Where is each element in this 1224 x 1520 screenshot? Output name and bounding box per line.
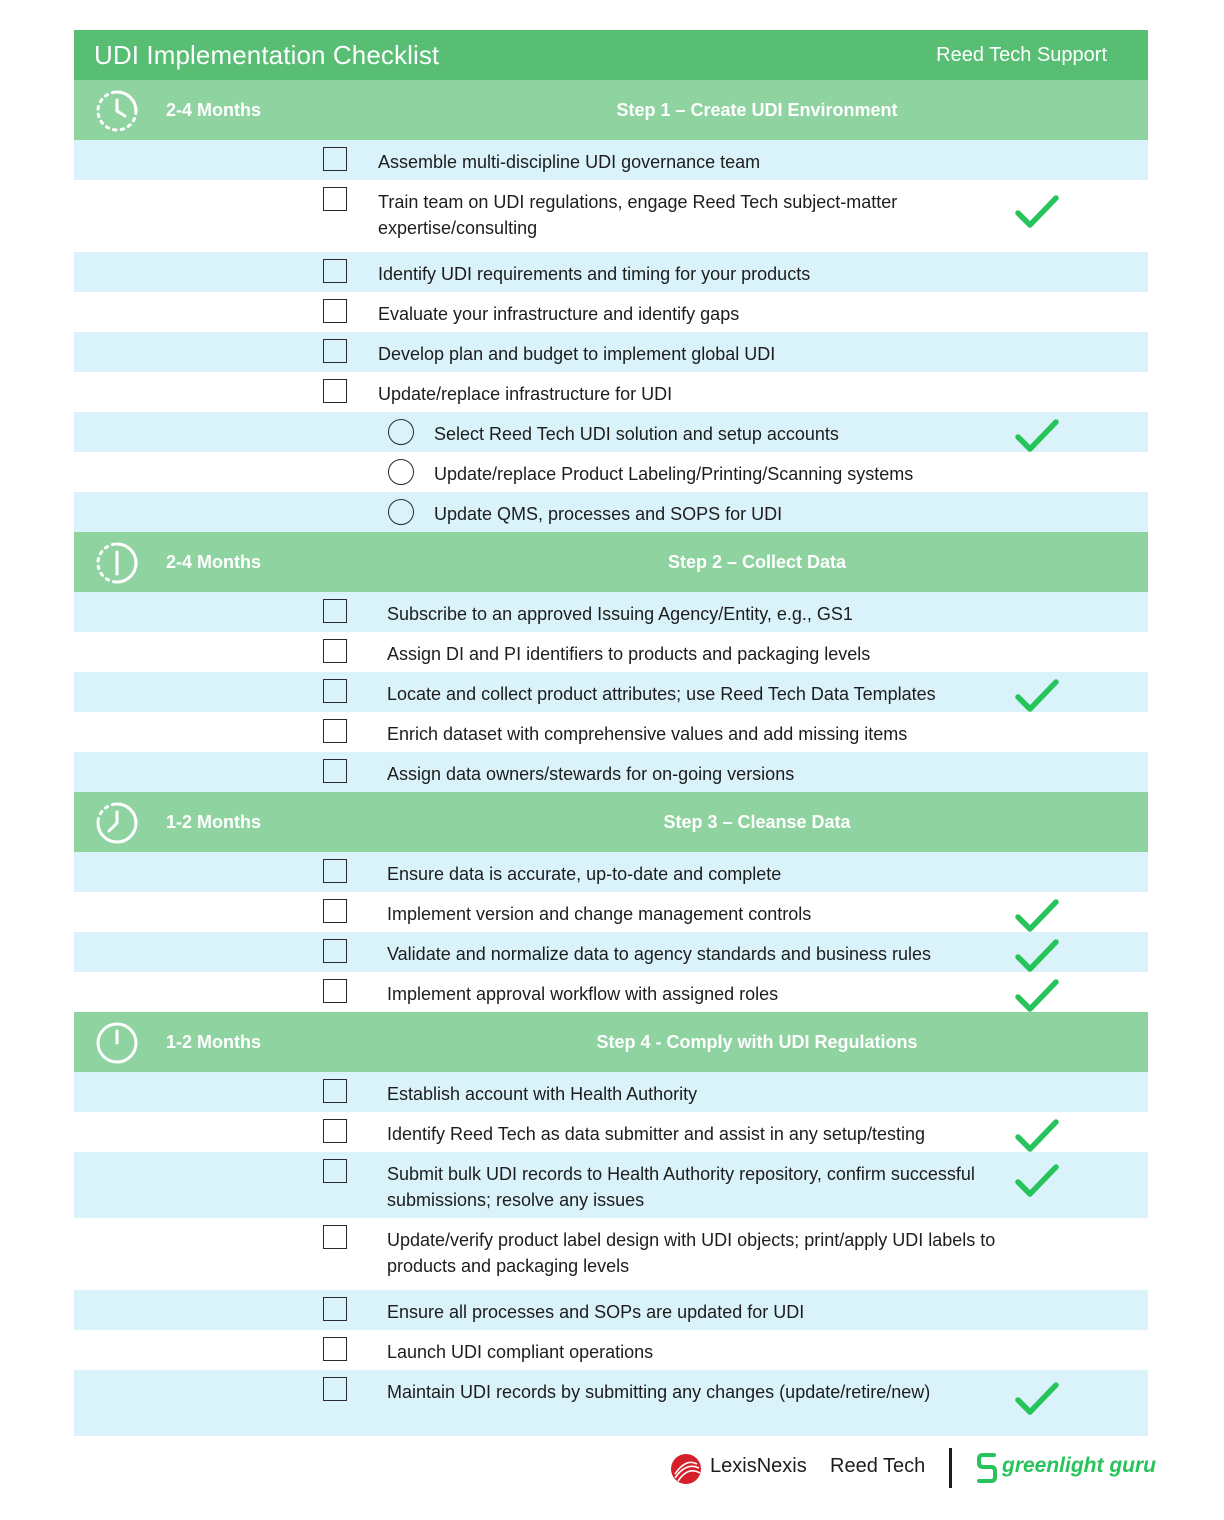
page-title: UDI Implementation Checklist (94, 39, 440, 70)
item-label: Subscribe to an approved Issuing Agency/Entity, e.g., GS1 (387, 604, 853, 624)
lexisnexis-wordmark: LexisNexis (710, 1455, 807, 1477)
checkmark-icon (1015, 678, 1059, 714)
checkbox[interactable] (323, 187, 347, 211)
checklist-row (74, 632, 1148, 672)
item-label: Assign data owners/stewards for on-going versions (387, 764, 795, 784)
checklist-row (74, 180, 1148, 252)
checklist-row (74, 672, 1148, 712)
item-label: Assign DI and PI identifiers to products and packaging levels (387, 644, 871, 664)
checklist-row (74, 492, 1148, 532)
checkbox[interactable] (323, 1377, 347, 1401)
checklist-row (74, 1290, 1148, 1330)
checklist-document (74, 30, 1148, 1436)
item-label: Locate and collect product attributes; use Reed Tech Data Templates (387, 684, 936, 704)
checklist-row (74, 1330, 1148, 1370)
step-header-3 (74, 792, 1148, 852)
step-header-4 (74, 1012, 1148, 1072)
support-label: Reed Tech Support (936, 43, 1107, 66)
item-label: Identify Reed Tech as data submitter and assist in any setup/testing (387, 1124, 925, 1144)
radio-circle[interactable] (388, 499, 414, 525)
checklist-row (74, 752, 1148, 792)
step-duration: 2-4 Months (166, 100, 262, 120)
item-label: Launch UDI compliant operations (387, 1342, 654, 1362)
radio-circle[interactable] (388, 419, 414, 445)
checklist-row (74, 892, 1148, 932)
step-title: Step 3 – Cleanse Data (663, 812, 851, 832)
item-label: Assemble multi-discipline UDI governance team (378, 152, 761, 172)
checklist-row (74, 1218, 1148, 1290)
item-label: Select Reed Tech UDI solution and setup accounts (434, 424, 839, 444)
checklist-row (74, 1112, 1148, 1152)
checkbox[interactable] (323, 979, 347, 1003)
checkmark-icon (1015, 418, 1059, 454)
dotted-clock-icon (94, 88, 140, 134)
checkmark-icon (1015, 898, 1059, 934)
checkbox[interactable] (323, 599, 347, 623)
checkbox[interactable] (323, 259, 347, 283)
logo-divider (949, 1448, 952, 1488)
checkbox[interactable] (323, 1225, 347, 1249)
checkbox[interactable] (323, 1079, 347, 1103)
checklist-row (74, 332, 1148, 372)
item-label: Evaluate your infrastructure and identify gaps (378, 304, 740, 324)
checkmark-icon (1015, 938, 1059, 974)
half-clock-icon (94, 540, 140, 586)
checkbox[interactable] (323, 299, 347, 323)
checkmark-icon (1015, 1118, 1059, 1154)
item-label: Enrich dataset with comprehensive values and add missing items (387, 724, 908, 744)
step-header-2 (74, 532, 1148, 592)
checkbox[interactable] (323, 1297, 347, 1321)
step-header-1 (74, 80, 1148, 140)
item-label: Ensure data is accurate, up-to-date and complete (387, 864, 782, 884)
checklist-row (74, 712, 1148, 752)
step-title: Step 1 – Create UDI Environment (616, 100, 898, 120)
checkbox[interactable] (323, 1159, 347, 1183)
checklist-row (74, 932, 1148, 972)
checkmark-icon (1015, 978, 1059, 1014)
checklist-row (74, 372, 1148, 412)
step-duration: 2-4 Months (166, 552, 262, 572)
item-label: Maintain UDI records by submitting any changes (update/retire/new) (387, 1382, 931, 1402)
checkbox[interactable] (323, 899, 347, 923)
checklist-row (74, 412, 1148, 452)
step-duration: 1-2 Months (166, 1032, 262, 1052)
checkbox[interactable] (323, 859, 347, 883)
checkbox[interactable] (323, 679, 347, 703)
checklist-row (74, 1370, 1148, 1436)
checkbox[interactable] (323, 719, 347, 743)
checkbox[interactable] (323, 939, 347, 963)
checkbox[interactable] (323, 147, 347, 171)
item-label: Ensure all processes and SOPs are updated for UDI (387, 1302, 805, 1322)
checkmark-icon (1015, 194, 1059, 230)
checkmark-icon (1015, 1163, 1059, 1199)
checklist-row (74, 252, 1148, 292)
steps-container (74, 80, 1148, 1436)
checklist-row (74, 592, 1148, 632)
checklist-row (74, 1072, 1148, 1112)
checklist-row (74, 292, 1148, 332)
radio-circle[interactable] (388, 459, 414, 485)
item-label: Train team on UDI regulations, engage Reed Tech subject-matter expertise/consulting (378, 192, 898, 238)
item-label: Establish account with Health Authority (387, 1084, 698, 1104)
title-bar (74, 30, 1148, 80)
checkbox[interactable] (323, 339, 347, 363)
checklist-row (74, 852, 1148, 892)
checklist-row (74, 452, 1148, 492)
lexisnexis-logo-icon (669, 1452, 703, 1486)
footer-logos (0, 1448, 1224, 1490)
checklist-row (74, 1152, 1148, 1218)
greenlight-guru-wordmark: greenlight guru (1002, 1454, 1156, 1477)
item-label: Develop plan and budget to implement global UDI (378, 344, 776, 364)
item-label: Update/replace Product Labeling/Printing/Scanning systems (434, 464, 914, 484)
checkbox[interactable] (323, 759, 347, 783)
checkbox[interactable] (323, 639, 347, 663)
checkmark-icon (1015, 1381, 1059, 1417)
item-label: Implement approval workflow with assigned roles (387, 984, 779, 1004)
checklist-row (74, 140, 1148, 180)
item-label: Submit bulk UDI records to Health Authority repository, confirm successful submissions; resolve any issues (387, 1164, 975, 1210)
item-label: Identify UDI requirements and timing for your products (378, 264, 811, 284)
checklist-row (74, 972, 1148, 1012)
step-duration: 1-2 Months (166, 812, 262, 832)
item-label: Validate and normalize data to agency standards and business rules (387, 944, 932, 964)
item-label: Update/verify product label design with UDI objects; print/apply UDI labels to products and packaging levels (387, 1230, 996, 1276)
greenlight-guru-logo-icon (976, 1452, 998, 1484)
step-title: Step 2 – Collect Data (667, 552, 847, 572)
item-label: Implement version and change management controls (387, 904, 812, 924)
full-clock-icon (94, 1020, 140, 1066)
item-label: Update/replace infrastructure for UDI (378, 384, 673, 404)
reedtech-wordmark: Reed Tech (830, 1455, 926, 1477)
item-label: Update QMS, processes and SOPS for UDI (434, 504, 783, 524)
checkbox[interactable] (323, 1337, 347, 1361)
checkbox[interactable] (323, 1119, 347, 1143)
three-quarter-clock-icon (94, 800, 140, 846)
checkbox[interactable] (323, 379, 347, 403)
step-title: Step 4 - Comply with UDI Regulations (596, 1032, 918, 1052)
